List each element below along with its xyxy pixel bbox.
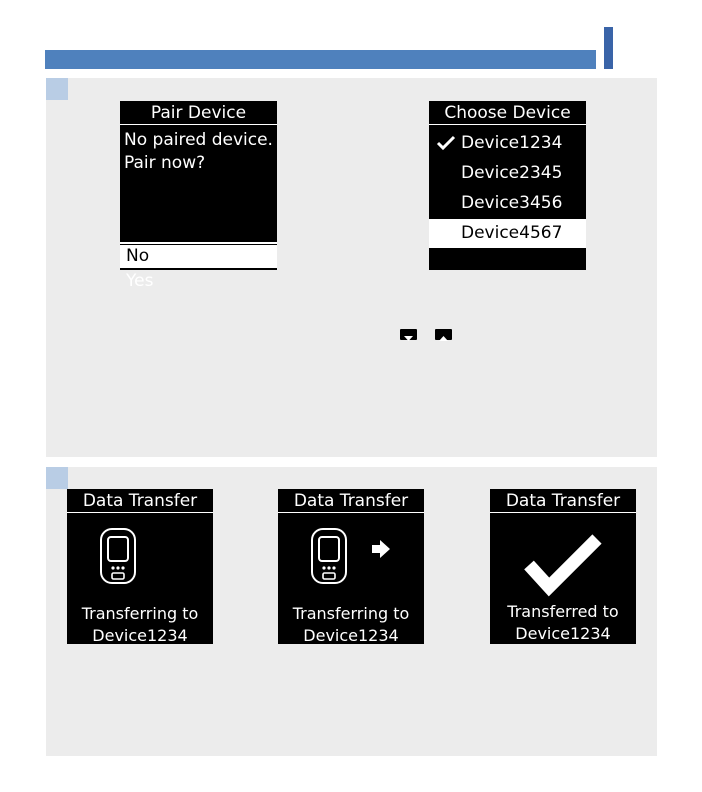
checkmark-icon [436, 135, 456, 151]
caption-line-2: Device1234 [303, 626, 399, 645]
step-marker [46, 467, 68, 489]
caption-line-1: Transferred to [507, 602, 619, 621]
step-marker [46, 78, 68, 100]
caption-line-1: Transferring to [292, 604, 410, 623]
choose-device-screen [429, 101, 586, 270]
transfer-caption [67, 603, 213, 647]
screen-title: Pair Device [120, 101, 277, 125]
caption-line-1: Transferring to [81, 604, 199, 623]
screen-title: Data Transfer [67, 489, 213, 513]
pair-device-screen [120, 101, 277, 291]
caption-line-2: Device1234 [515, 624, 611, 643]
arrow-right-icon [371, 540, 391, 558]
device-item-1[interactable] [429, 129, 586, 157]
option-yes[interactable]: Yes [126, 271, 154, 291]
divider [120, 242, 277, 244]
header-bar [45, 50, 596, 69]
caption-line-2: Device1234 [92, 626, 188, 645]
step-panel-pairing [46, 78, 657, 457]
device-label: Device4567 [461, 223, 563, 243]
device-item-3[interactable] [429, 189, 586, 217]
down-button-icon [400, 329, 417, 340]
option-no[interactable]: No [120, 245, 277, 268]
device-label: Device1234 [461, 133, 563, 153]
device-item-2[interactable] [429, 159, 586, 187]
meter-icon [99, 527, 139, 587]
side-tab [604, 27, 613, 69]
screen-title: Data Transfer [490, 489, 636, 513]
device-label: Device3456 [461, 193, 563, 213]
screen-title: Choose Device [429, 101, 586, 125]
transfer-caption [278, 603, 424, 647]
meter-icon [310, 527, 350, 587]
step-panel-transfer [46, 467, 657, 756]
large-checkmark-icon [523, 533, 603, 597]
device-item-4[interactable] [429, 219, 586, 248]
up-button-icon [435, 329, 452, 340]
device-label: Device2345 [461, 163, 563, 183]
screen-title: Data Transfer [278, 489, 424, 513]
data-transfer-screen-3 [490, 489, 636, 644]
pair-message: No paired device. Pair now? [124, 130, 273, 173]
data-transfer-screen-1 [67, 489, 213, 644]
transfer-caption [490, 601, 636, 645]
data-transfer-screen-2 [278, 489, 424, 644]
